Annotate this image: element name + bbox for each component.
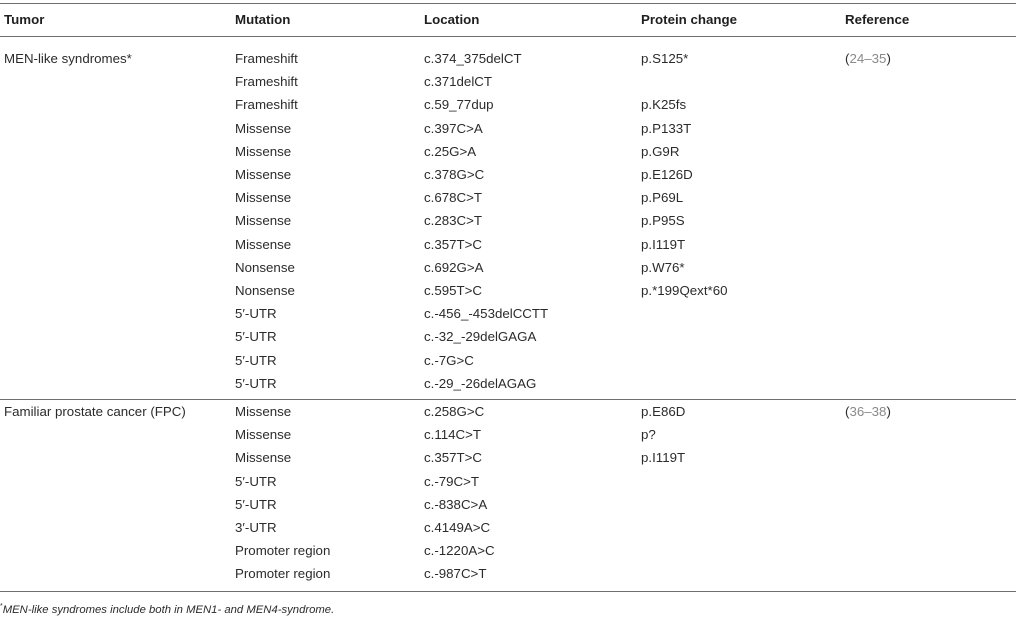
cell-mutation: Missense	[235, 427, 292, 443]
cell-location: c.-79C>T	[424, 473, 480, 489]
cell-location: c.374_375delCT	[424, 51, 522, 66]
tumor-fpc: Familiar prostate cancer (FPC)	[4, 404, 186, 419]
cell-location: c.59_77dup	[424, 97, 494, 113]
cell-location: c.-7G>C	[424, 352, 474, 368]
cell-mutation: Missense	[235, 213, 292, 229]
cell-protein-change: p?	[641, 427, 656, 443]
table-footnote	[0, 603, 334, 616]
cell-protein-change: p.W76*	[641, 259, 685, 275]
cell-location: c.595T>C	[424, 283, 483, 298]
cell-mutation: Missense	[235, 120, 292, 136]
cell-location: c.-32_-29delGAGA	[424, 329, 537, 345]
cell-location: c.-1220A>C	[424, 543, 495, 559]
cell-location: c.258G>C	[424, 404, 485, 419]
header-location: Location	[424, 12, 480, 27]
reference-link-start[interactable]: 24	[849, 51, 865, 66]
cell-protein-change: p.S125*	[641, 51, 689, 66]
cell-mutation: Missense	[235, 404, 292, 419]
cell-mutation: 5′-UTR	[235, 473, 277, 489]
cell-location: c.357T>C	[424, 236, 483, 252]
cell-protein-change: p.P133T	[641, 120, 692, 136]
cell-protein-change: p.E86D	[641, 404, 686, 419]
header-tumor: Tumor	[4, 12, 45, 27]
cell-location: c.371delCT	[424, 74, 492, 90]
cell-location: c.4149A>C	[424, 520, 491, 535]
cell-protein-change: p.G9R	[641, 143, 680, 159]
header-reference: Reference	[845, 12, 910, 27]
cell-mutation: Frameshift	[235, 74, 298, 90]
cell-protein-change: p.P69L	[641, 190, 684, 206]
cell-mutation: Missense	[235, 167, 292, 182]
tumor-men-like: MEN-like syndromes*	[4, 51, 132, 66]
cell-location: c.-456_-453delCCTT	[424, 306, 549, 322]
cell-protein-change: p.E126D	[641, 167, 693, 182]
cell-mutation: 3′-UTR	[235, 520, 277, 535]
cell-mutation: 5′-UTR	[235, 352, 277, 368]
cell-protein-change: p.I119T	[641, 236, 686, 252]
header-protein-change: Protein change	[641, 12, 738, 27]
cell-location: c.678C>T	[424, 190, 483, 206]
cell-mutation: Missense	[235, 236, 292, 252]
reference-link-end[interactable]: 35	[871, 51, 887, 66]
cell-location: c.357T>C	[424, 450, 483, 466]
cell-location: c.378G>C	[424, 167, 485, 182]
cell-mutation: Missense	[235, 450, 292, 466]
reference-close-paren: )	[886, 404, 891, 419]
reference-link-start[interactable]: 36	[849, 404, 865, 419]
cell-mutation: 5′-UTR	[235, 329, 277, 345]
cell-mutation: Missense	[235, 190, 292, 206]
reference-open-paren: (	[845, 51, 850, 66]
footnote-marker: *	[0, 603, 3, 610]
cell-mutation: Frameshift	[235, 51, 298, 66]
cell-protein-change: p.I119T	[641, 450, 686, 466]
cell-location: c.692G>A	[424, 259, 484, 275]
footnote-text: MEN-like syndromes include both in MEN1- and MEN4-syndrome.	[2, 604, 335, 616]
reference-dash: –	[864, 51, 872, 66]
cell-location: c.-838C>A	[424, 496, 488, 512]
cell-protein-change: p.*199Qext*60	[641, 283, 728, 298]
cell-mutation: 5′-UTR	[235, 375, 277, 391]
table-bottom-rule	[0, 591, 1016, 592]
cell-location: c.25G>A	[424, 143, 477, 159]
cell-protein-change: p.P95S	[641, 213, 685, 229]
reference-open-paren: (	[845, 404, 850, 419]
cell-mutation: 5′-UTR	[235, 306, 277, 322]
reference-link-end[interactable]: 38	[871, 404, 887, 419]
cell-mutation: Missense	[235, 143, 292, 159]
header-mutation: Mutation	[235, 12, 291, 27]
cell-location: c.283C>T	[424, 213, 483, 229]
cell-protein-change: p.K25fs	[641, 97, 687, 113]
cell-mutation: Nonsense	[235, 259, 295, 275]
cell-mutation: Promoter region	[235, 543, 331, 559]
cell-location: c.114C>T	[424, 427, 482, 443]
cell-mutation: Frameshift	[235, 97, 298, 113]
cell-location: c.397C>A	[424, 120, 483, 136]
cell-mutation: 5′-UTR	[235, 496, 277, 512]
reference-close-paren: )	[886, 51, 891, 66]
cell-mutation: Promoter region	[235, 566, 331, 582]
reference-dash: –	[864, 404, 872, 419]
cell-location: c.-987C>T	[424, 566, 487, 582]
cell-location: c.-29_-26delAGAG	[424, 375, 537, 391]
cell-mutation: Nonsense	[235, 283, 295, 298]
